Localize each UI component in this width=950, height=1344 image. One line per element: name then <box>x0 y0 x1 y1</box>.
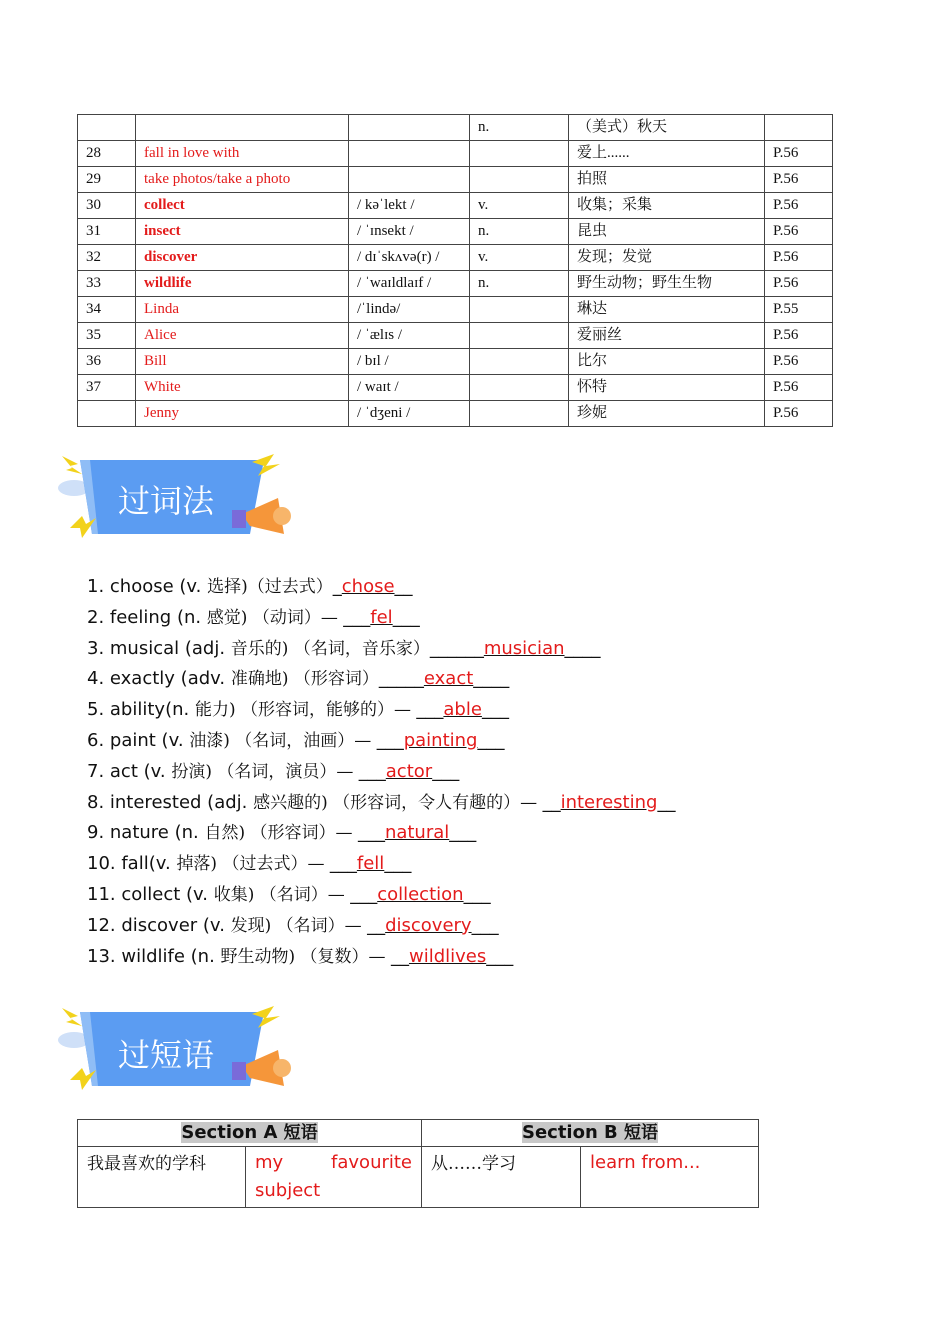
vocab-phonetic: / dɪˈskʌvə(r) / <box>349 245 470 271</box>
vocab-page <box>765 115 833 141</box>
answer-text: wildlives <box>408 945 487 967</box>
list-item <box>87 788 675 819</box>
exercise-chinese: 自然) （形容词）— <box>204 823 358 844</box>
list-item <box>87 695 675 726</box>
exercise-prompt: 1. choose (v. <box>87 576 208 597</box>
banner-title: 过短语 <box>117 1036 215 1074</box>
vocab-page: P.56 <box>765 167 833 193</box>
list-item <box>87 664 675 695</box>
table-row <box>78 349 833 375</box>
vocab-meaning: 怀特 <box>569 375 765 401</box>
answer-blank: ______ <box>429 637 484 659</box>
vocab-meaning: 收集；采集 <box>569 193 765 219</box>
vocab-word: Jenny <box>136 401 349 427</box>
vocab-number: 29 <box>78 167 136 193</box>
answer-blank: __ <box>390 945 409 967</box>
vocab-phonetic: / ˈɪnsekt / <box>349 219 470 245</box>
answer-text: fell <box>356 853 385 875</box>
answer-blank: ___ <box>481 699 509 721</box>
vocab-page: P.56 <box>765 141 833 167</box>
vocab-pos <box>470 141 569 167</box>
vocab-meaning: 比尔 <box>569 349 765 375</box>
vocab-phonetic <box>349 167 470 193</box>
vocab-number: 30 <box>78 193 136 219</box>
answer-text: discovery <box>385 914 472 936</box>
vocab-number: 37 <box>78 375 136 401</box>
vocab-pos: v. <box>470 245 569 271</box>
list-item <box>87 634 675 665</box>
answer-text: actor <box>385 760 433 782</box>
answer-blank: ___ <box>486 945 514 967</box>
vocab-word: collect <box>136 193 349 219</box>
vocab-word: White <box>136 375 349 401</box>
table-row <box>78 193 833 219</box>
table-row <box>78 245 833 271</box>
vocab-phonetic: / waɪt / <box>349 375 470 401</box>
table-row <box>78 375 833 401</box>
vocab-word: wildlife <box>136 271 349 297</box>
vocab-meaning: 拍照 <box>569 167 765 193</box>
vocab-meaning: 野生动物；野生生物 <box>569 271 765 297</box>
answer-blank: ___ <box>357 822 385 844</box>
phrase-chinese: 从……学习 <box>422 1147 581 1208</box>
exercise-prompt: 7. act (v. <box>87 760 172 782</box>
exercise-chinese: 准确地) （形容词） <box>230 669 379 690</box>
exercise-chinese: 油漆) （名词，油画）— <box>189 730 377 751</box>
answer-blank: ____ <box>473 668 510 690</box>
exercise-chinese: 感兴趣的) （形容词，令人有趣的）— <box>253 792 543 813</box>
exercise-chinese: 音乐的) （名词，音乐家） <box>230 638 430 659</box>
answer-blank: _ <box>332 576 342 597</box>
word-forms-exercise-list <box>87 572 675 972</box>
vocab-meaning: 琳达 <box>569 297 765 323</box>
vocab-page: P.56 <box>765 193 833 219</box>
section-banner-phrases <box>52 1004 312 1096</box>
phrase-english: my favourite subject <box>246 1147 422 1208</box>
lightning-icon <box>62 1008 82 1026</box>
exercise-chinese: 收集) （名词）— <box>213 884 351 905</box>
vocab-meaning: 昆虫 <box>569 219 765 245</box>
vocab-phonetic: / kəˈlekt / <box>349 193 470 219</box>
answer-blank: ___ <box>416 699 444 721</box>
answer-text: exact <box>423 668 474 690</box>
exercise-chinese: 能力) （形容词，能够的）— <box>194 700 417 721</box>
exercise-prompt: 12. discover (v. <box>87 914 231 936</box>
answer-blank: ___ <box>329 853 357 875</box>
vocab-meaning: 爱上...... <box>569 141 765 167</box>
vocab-page: P.56 <box>765 375 833 401</box>
vocab-number: 28 <box>78 141 136 167</box>
answer-blank: __ <box>394 576 413 597</box>
vocab-phonetic: / ˈwaɪldlaɪf / <box>349 271 470 297</box>
vocab-meaning: 发现；发觉 <box>569 245 765 271</box>
table-row <box>78 323 833 349</box>
exercise-prompt: 9. nature (n. <box>87 822 205 844</box>
answer-blank: ___ <box>392 606 420 628</box>
vocab-pos <box>470 401 569 427</box>
exercise-prompt: 2. feeling (n. <box>87 606 207 628</box>
exercise-prompt: 3. musical (adj. <box>87 637 231 659</box>
vocabulary-table <box>77 114 833 427</box>
answer-blank: _____ <box>378 668 424 690</box>
vocab-word <box>136 115 349 141</box>
vocab-meaning: 珍妮 <box>569 401 765 427</box>
exercise-chinese: 扮演) （名词，演员）— <box>171 761 359 782</box>
table-row <box>78 115 833 141</box>
answer-blank: __ <box>367 914 386 936</box>
answer-blank: ___ <box>477 729 505 751</box>
answer-text: musician <box>483 637 565 659</box>
vocab-word: insect <box>136 219 349 245</box>
section-b-header: Section B 短语 <box>422 1120 759 1147</box>
answer-blank: ___ <box>343 606 371 628</box>
phrase-english: learn from... <box>581 1147 759 1208</box>
vocab-page: P.56 <box>765 401 833 427</box>
table-row <box>78 271 833 297</box>
vocab-word: Alice <box>136 323 349 349</box>
vocab-phonetic <box>349 141 470 167</box>
vocab-page: P.56 <box>765 323 833 349</box>
vocab-pos: n. <box>470 219 569 245</box>
vocab-number <box>78 401 136 427</box>
vocab-word: take photos/take a photo <box>136 167 349 193</box>
vocab-number: 33 <box>78 271 136 297</box>
list-item <box>87 572 675 603</box>
vocab-page: P.56 <box>765 245 833 271</box>
table-row <box>78 219 833 245</box>
vocab-pos <box>470 167 569 193</box>
exercise-prompt: 8. interested (adj. <box>87 791 254 813</box>
exercise-chinese: 选择)（过去式） <box>207 577 333 597</box>
list-item <box>87 911 675 942</box>
exercise-prompt: 5. ability(n. <box>87 699 195 721</box>
list-item <box>87 849 675 880</box>
exercise-chinese: 感觉) （动词）— <box>206 607 344 628</box>
vocab-page: P.56 <box>765 349 833 375</box>
vocab-pos: v. <box>470 193 569 219</box>
vocab-phonetic: / ˈælɪs / <box>349 323 470 349</box>
table-row <box>78 297 833 323</box>
vocab-phonetic: / ˈdʒeni / <box>349 401 470 427</box>
section-banner-word-forms <box>52 452 312 544</box>
exercise-prompt: 6. paint (v. <box>87 729 190 751</box>
vocab-pos <box>470 375 569 401</box>
phrases-table <box>77 1119 759 1208</box>
answer-text: chose <box>341 576 395 597</box>
answer-blank: __ <box>657 791 676 813</box>
answer-blank: ___ <box>432 760 460 782</box>
exercise-prompt: 10. fall(v. <box>87 853 177 875</box>
vocab-pos <box>470 323 569 349</box>
lightning-icon <box>62 456 82 474</box>
exercise-prompt: 13. wildlife (n. <box>87 945 221 967</box>
answer-blank: ____ <box>564 637 601 659</box>
section-a-header: Section A 短语 <box>78 1120 422 1147</box>
vocab-page: P.56 <box>765 271 833 297</box>
table-row <box>78 167 833 193</box>
exercise-prompt: 11. collect (v. <box>87 883 214 905</box>
vocab-pos: n. <box>470 115 569 141</box>
phrase-chinese: 我最喜欢的学科 <box>78 1147 246 1208</box>
answer-blank: ___ <box>376 729 404 751</box>
list-item <box>87 757 675 788</box>
answer-blank: ___ <box>358 760 386 782</box>
answer-blank: ___ <box>463 883 491 905</box>
vocab-meaning: （美式）秋天 <box>569 115 765 141</box>
vocab-pos <box>470 349 569 375</box>
exercise-chinese: 野生动物) （复数）— <box>220 946 391 967</box>
banner-title: 过词法 <box>117 482 215 520</box>
vocab-number: 34 <box>78 297 136 323</box>
vocab-number: 35 <box>78 323 136 349</box>
vocab-word: fall in love with <box>136 141 349 167</box>
answer-text: painting <box>403 729 478 751</box>
vocab-word: discover <box>136 245 349 271</box>
vocab-meaning: 爱丽丝 <box>569 323 765 349</box>
list-item <box>87 726 675 757</box>
vocab-word: Linda <box>136 297 349 323</box>
vocab-phonetic: /ˈlində/ <box>349 297 470 323</box>
answer-text: able <box>443 699 482 721</box>
list-item <box>87 603 675 634</box>
list-item <box>87 818 675 849</box>
answer-blank: ___ <box>384 853 412 875</box>
vocab-pos <box>470 297 569 323</box>
vocab-page: P.55 <box>765 297 833 323</box>
vocab-number <box>78 115 136 141</box>
answer-text: fel <box>370 606 393 628</box>
answer-blank: __ <box>542 791 561 813</box>
exercise-chinese: 发现) （名词）— <box>230 915 368 936</box>
answer-blank: ___ <box>449 822 477 844</box>
vocab-number: 36 <box>78 349 136 375</box>
answer-text: interesting <box>560 791 658 813</box>
answer-text: natural <box>384 822 450 844</box>
answer-blank: ___ <box>471 914 499 936</box>
answer-blank: ___ <box>350 883 378 905</box>
vocab-number: 31 <box>78 219 136 245</box>
list-item <box>87 880 675 911</box>
vocab-phonetic: / bɪl / <box>349 349 470 375</box>
table-row <box>78 401 833 427</box>
answer-text: collection <box>377 883 464 905</box>
table-row <box>78 141 833 167</box>
vocab-page: P.56 <box>765 219 833 245</box>
vocab-phonetic <box>349 115 470 141</box>
exercise-chinese: 掉落) （过去式）— <box>176 854 330 875</box>
vocab-pos: n. <box>470 271 569 297</box>
list-item <box>87 942 675 973</box>
exercise-prompt: 4. exactly (adv. <box>87 668 231 690</box>
vocab-word: Bill <box>136 349 349 375</box>
vocab-number: 32 <box>78 245 136 271</box>
